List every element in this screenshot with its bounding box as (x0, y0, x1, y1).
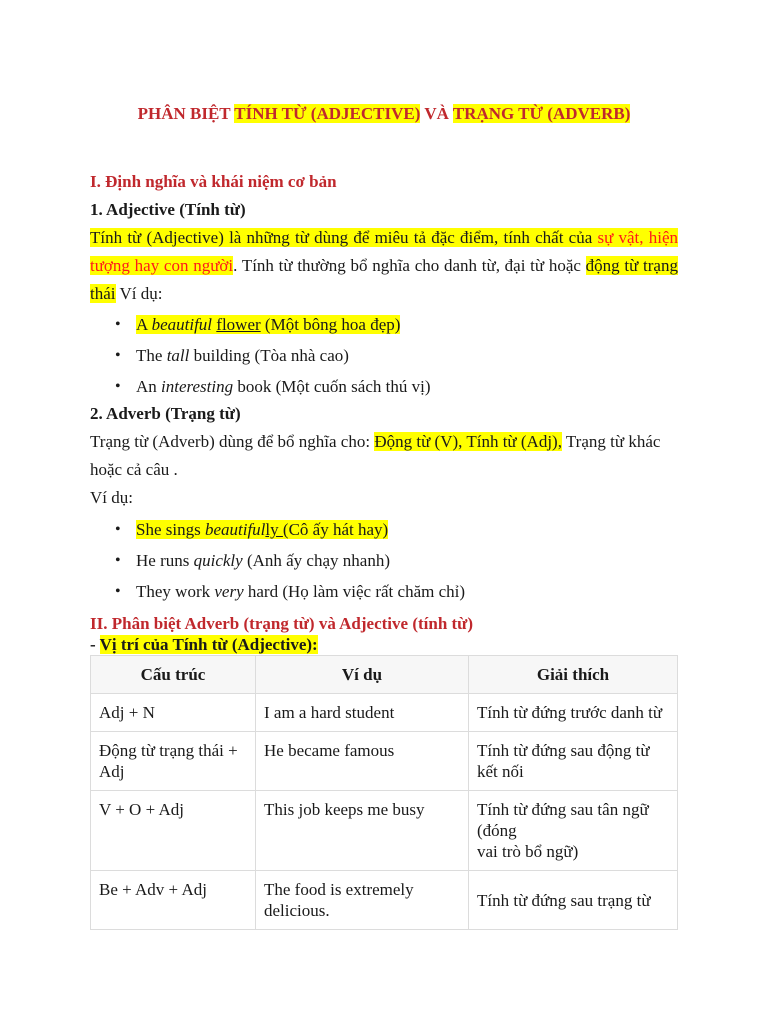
table-cell: He became famous (256, 732, 469, 791)
table-row (91, 791, 678, 871)
table-cell: Be + Adv + Adj (91, 871, 256, 930)
table-row (91, 871, 678, 930)
list-item: • An interesting book (Một cuốn sách thú vị) (90, 371, 678, 402)
adjective-def-plain: . Tính từ thường bổ nghĩa cho danh từ, đại từ hoặc (233, 256, 586, 275)
table-cell: V + O + Adj (91, 791, 256, 871)
adjective-def-red: sự vật, hiện tượng hay con người (90, 228, 678, 275)
table-row (91, 732, 678, 791)
column-header-explanation: Giải thích (469, 656, 678, 694)
section1-heading: I. Định nghĩa và khái niệm cơ bản (90, 172, 337, 191)
table-cell: Tính từ đứng trước danh từ (469, 694, 678, 732)
table-cell: Tính từ đứng sau động từ kết nối (469, 732, 678, 791)
section2-heading: II. Phân biệt Adverb (trạng từ) và Adjective (tính từ) (90, 614, 474, 633)
adjective-heading: 1. Adjective (Tính từ) (90, 200, 246, 219)
table-header-row (91, 656, 678, 694)
adverb-heading: 2. Adverb (Trạng từ) (90, 404, 241, 423)
list-item: • He runs quickly (Anh ấy chạy nhanh) (90, 545, 678, 576)
sub-dash: - (90, 635, 100, 654)
adjective-examples (90, 309, 678, 402)
adverb-example-label: Ví dụ: (90, 488, 133, 507)
page-title (90, 104, 678, 124)
table-cell: Tính từ đứng sau trạng từ (469, 871, 678, 930)
list-item: • A beautiful flower (Một bông hoa đẹp) (90, 309, 678, 340)
table-cell: The food is extremely delicious. (256, 871, 469, 930)
title-adjective: TÍNH TỪ (ADJECTIVE) (234, 104, 421, 123)
table-cell: Tính từ đứng sau tân ngữ (đóng vai trò bổ ngữ) (469, 791, 678, 871)
list-item: • The tall building (Tòa nhà cao) (90, 340, 678, 371)
table-row (91, 694, 678, 732)
adjective-position-heading (90, 635, 318, 655)
adverb-examples (90, 514, 678, 607)
adjective-definition (90, 224, 678, 308)
table-cell: I am a hard student (256, 694, 469, 732)
list-item: • She sings beautifully (Cô ấy hát hay) (90, 514, 678, 545)
column-header-structure: Cấu trúc (91, 656, 256, 694)
adjective-position-table (90, 655, 678, 930)
table-cell: Động từ trạng thái + Adj (91, 732, 256, 791)
adverb-def-highlight: Động từ (V), Tính từ (Adj), (374, 432, 562, 451)
adverb-def-tail: Trạng từ khác hoặc cả câu . (90, 432, 661, 479)
adjective-def-highlight: Tính từ (Adjective) là những từ dùng để miêu tả đặc điểm, tính chất của (90, 228, 598, 247)
adjective-def-highlight2: động từ trạng thái (90, 256, 678, 303)
adverb-def-plain: Trạng từ (Adverb) dùng để bổ nghĩa cho: (90, 432, 375, 451)
title-part1: PHÂN BIỆT (137, 104, 235, 123)
adjective-position-label: Vị trí của Tính từ (Adjective): (99, 635, 318, 654)
adjective-def-tail: Ví dụ: (115, 284, 163, 303)
title-adverb: TRẠNG TỪ (ADVERB) (452, 104, 631, 123)
list-item: • They work very hard (Họ làm việc rất chăm chỉ) (90, 576, 678, 607)
table-cell: Adj + N (91, 694, 256, 732)
adverb-definition (90, 428, 678, 484)
table-cell: This job keeps me busy (256, 791, 469, 871)
title-part3: VÀ (420, 104, 453, 123)
column-header-example: Ví dụ (256, 656, 469, 694)
